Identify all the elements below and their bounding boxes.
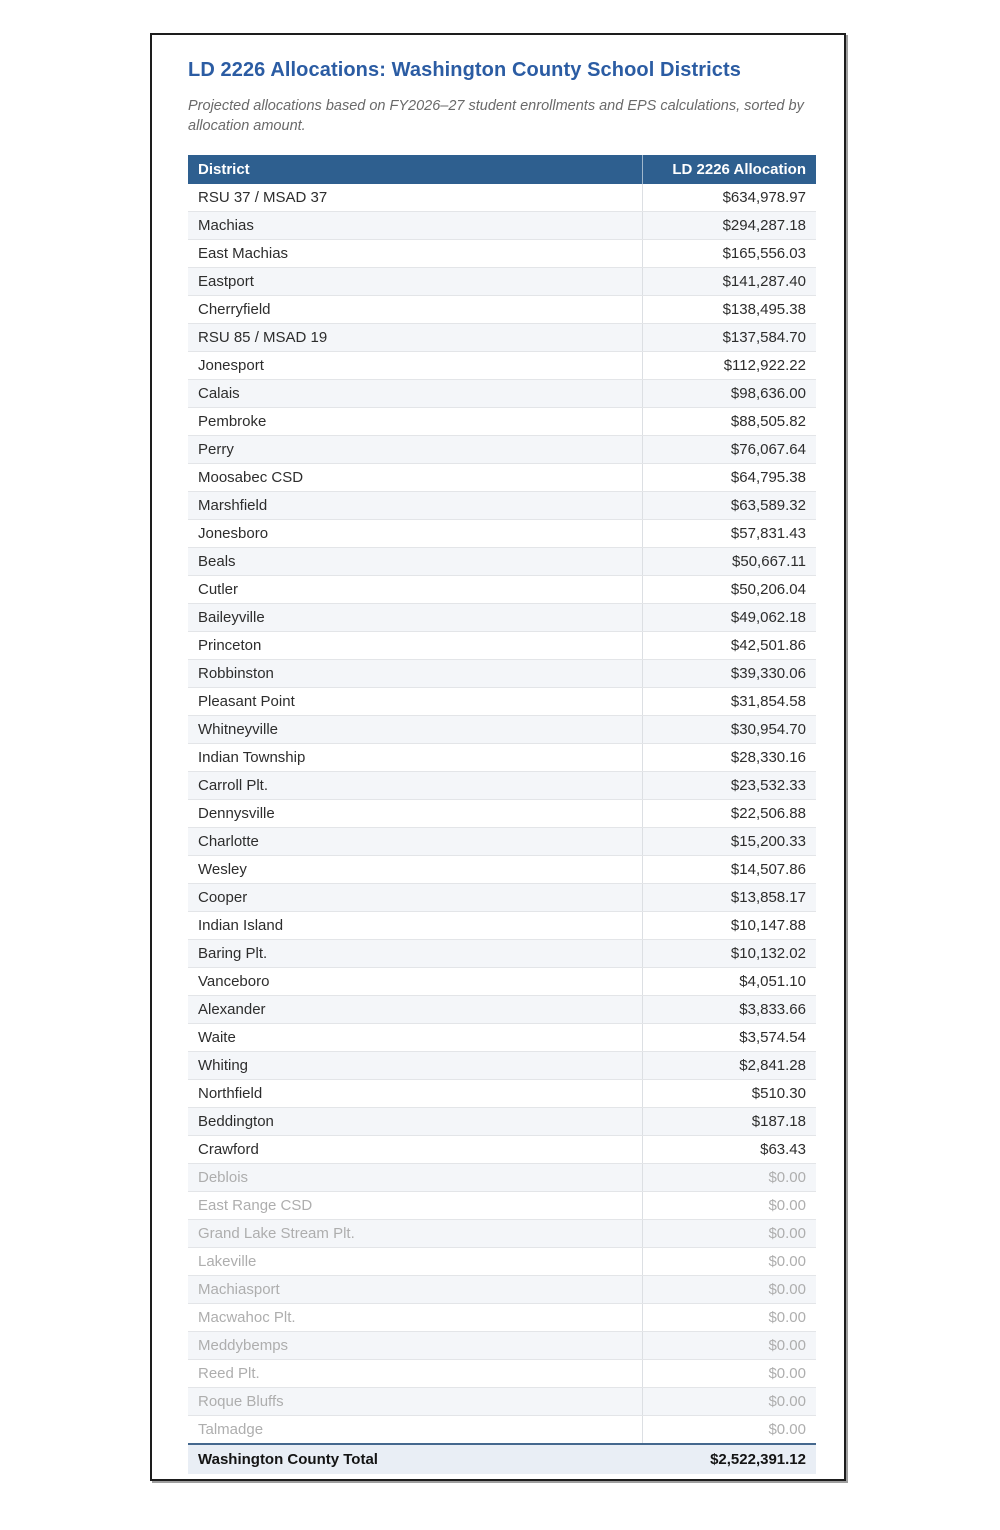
page-subtitle: Projected allocations based on FY2026–27 student enrollments and EPS calculations, sorted by allocation amount. [188, 98, 804, 135]
allocation-cell: $98,636.00 [642, 380, 816, 408]
allocation-cell: $15,200.33 [642, 828, 816, 856]
table-footer [188, 1444, 816, 1474]
allocation-cell: $10,147.88 [642, 912, 816, 940]
table-row [188, 520, 816, 548]
district-cell: RSU 85 / MSAD 19 [188, 324, 642, 352]
total-row [188, 1444, 816, 1474]
district-cell: East Machias [188, 240, 642, 268]
allocation-cell: $3,833.66 [642, 996, 816, 1024]
allocation-cell: $294,287.18 [642, 212, 816, 240]
allocation-cell: $23,532.33 [642, 772, 816, 800]
district-cell: Indian Township [188, 744, 642, 772]
table-row [188, 632, 816, 660]
district-cell: Moosabec CSD [188, 464, 642, 492]
table-row [188, 856, 816, 884]
table-row [188, 940, 816, 968]
allocation-cell: $3,574.54 [642, 1024, 816, 1052]
district-cell: Macwahoc Plt. [188, 1304, 642, 1332]
table-row [188, 1136, 816, 1164]
district-cell: Machiasport [188, 1276, 642, 1304]
district-cell: Northfield [188, 1080, 642, 1108]
district-cell: Carroll Plt. [188, 772, 642, 800]
table-row [188, 1332, 816, 1360]
allocation-cell: $49,062.18 [642, 604, 816, 632]
district-cell: Alexander [188, 996, 642, 1024]
district-cell: Pleasant Point [188, 688, 642, 716]
allocation-cell: $28,330.16 [642, 744, 816, 772]
allocation-cell: $50,667.11 [642, 548, 816, 576]
district-cell: Meddybemps [188, 1332, 642, 1360]
allocation-cell: $88,505.82 [642, 408, 816, 436]
district-cell: Jonesboro [188, 520, 642, 548]
allocation-cell: $63,589.32 [642, 492, 816, 520]
allocation-cell: $510.30 [642, 1080, 816, 1108]
table-row [188, 800, 816, 828]
allocation-cell: $31,854.58 [642, 688, 816, 716]
table-row [188, 464, 816, 492]
allocation-cell: $64,795.38 [642, 464, 816, 492]
district-cell: Talmadge [188, 1416, 642, 1445]
allocation-cell: $0.00 [642, 1220, 816, 1248]
table-row [188, 1416, 816, 1445]
district-cell: Machias [188, 212, 642, 240]
allocation-cell: $39,330.06 [642, 660, 816, 688]
allocation-cell: $138,495.38 [642, 296, 816, 324]
allocation-cell: $42,501.86 [642, 632, 816, 660]
table-row [188, 884, 816, 912]
total-label-cell: Washington County Total [188, 1444, 642, 1474]
table-row [188, 1276, 816, 1304]
district-cell: Beddington [188, 1108, 642, 1136]
page-title: LD 2226 Allocations: Washington County School Districts [188, 59, 741, 81]
table-row [188, 1108, 816, 1136]
district-cell: Crawford [188, 1136, 642, 1164]
district-cell: Vanceboro [188, 968, 642, 996]
district-cell: Whiting [188, 1052, 642, 1080]
district-cell: Wesley [188, 856, 642, 884]
table-row [188, 828, 816, 856]
allocation-cell: $0.00 [642, 1164, 816, 1192]
district-cell: Baileyville [188, 604, 642, 632]
allocation-cell: $30,954.70 [642, 716, 816, 744]
allocation-cell: $137,584.70 [642, 324, 816, 352]
table-row [188, 212, 816, 240]
table-row [188, 1164, 816, 1192]
district-cell: Cherryfield [188, 296, 642, 324]
district-cell: Jonesport [188, 352, 642, 380]
district-cell: Dennysville [188, 800, 642, 828]
allocation-cell: $141,287.40 [642, 268, 816, 296]
table-row [188, 492, 816, 520]
allocation-cell: $187.18 [642, 1108, 816, 1136]
table-row [188, 1220, 816, 1248]
total-amount-cell: $2,522,391.12 [642, 1444, 816, 1474]
table-row [188, 660, 816, 688]
allocation-cell: $165,556.03 [642, 240, 816, 268]
allocation-cell: $0.00 [642, 1332, 816, 1360]
table-row [188, 912, 816, 940]
table-row [188, 576, 816, 604]
district-cell: Lakeville [188, 1248, 642, 1276]
allocation-cell: $14,507.86 [642, 856, 816, 884]
table-row [188, 436, 816, 464]
district-cell: Indian Island [188, 912, 642, 940]
table-row [188, 604, 816, 632]
district-cell: Beals [188, 548, 642, 576]
district-cell: Whitneyville [188, 716, 642, 744]
table-row [188, 1080, 816, 1108]
district-cell: Deblois [188, 1164, 642, 1192]
table-row [188, 240, 816, 268]
table-row [188, 380, 816, 408]
district-cell: Perry [188, 436, 642, 464]
district-cell: Marshfield [188, 492, 642, 520]
allocation-cell: $76,067.64 [642, 436, 816, 464]
district-cell: Roque Bluffs [188, 1388, 642, 1416]
table-row [188, 772, 816, 800]
allocation-cell: $13,858.17 [642, 884, 816, 912]
allocation-cell: $0.00 [642, 1192, 816, 1220]
table-row [188, 1024, 816, 1052]
district-cell: Charlotte [188, 828, 642, 856]
table-row [188, 184, 816, 212]
district-cell: Princeton [188, 632, 642, 660]
table-row [188, 744, 816, 772]
allocation-cell: $50,206.04 [642, 576, 816, 604]
allocation-cell: $4,051.10 [642, 968, 816, 996]
district-cell: Pembroke [188, 408, 642, 436]
table-row [188, 1052, 816, 1080]
allocation-cell: $63.43 [642, 1136, 816, 1164]
table-row [188, 716, 816, 744]
table-row [188, 1304, 816, 1332]
allocation-cell: $0.00 [642, 1304, 816, 1332]
district-column-header: District [188, 155, 642, 184]
table-row [188, 1360, 816, 1388]
allocations-table [188, 155, 816, 1475]
table-row [188, 688, 816, 716]
table-row [188, 268, 816, 296]
district-cell: Reed Plt. [188, 1360, 642, 1388]
allocation-cell: $112,922.22 [642, 352, 816, 380]
table-row [188, 548, 816, 576]
district-cell: Grand Lake Stream Plt. [188, 1220, 642, 1248]
allocation-cell: $57,831.43 [642, 520, 816, 548]
table-row [188, 1248, 816, 1276]
table-row [188, 1192, 816, 1220]
table-header [188, 155, 816, 184]
table-row [188, 968, 816, 996]
table-row [188, 352, 816, 380]
allocation-cell: $2,841.28 [642, 1052, 816, 1080]
allocation-cell: $22,506.88 [642, 800, 816, 828]
district-cell: Robbinston [188, 660, 642, 688]
district-cell: Waite [188, 1024, 642, 1052]
allocation-cell: $0.00 [642, 1360, 816, 1388]
allocation-cell: $10,132.02 [642, 940, 816, 968]
allocation-cell: $634,978.97 [642, 184, 816, 212]
district-cell: RSU 37 / MSAD 37 [188, 184, 642, 212]
table-row [188, 296, 816, 324]
allocation-cell: $0.00 [642, 1248, 816, 1276]
district-cell: Cutler [188, 576, 642, 604]
table-row [188, 1388, 816, 1416]
allocation-cell: $0.00 [642, 1276, 816, 1304]
allocation-cell: $0.00 [642, 1416, 816, 1445]
table-body [188, 184, 816, 1445]
report-card [150, 33, 846, 1481]
district-cell: Calais [188, 380, 642, 408]
table-row [188, 324, 816, 352]
district-cell: Baring Plt. [188, 940, 642, 968]
district-cell: Cooper [188, 884, 642, 912]
table-row [188, 408, 816, 436]
district-cell: Eastport [188, 268, 642, 296]
district-cell: East Range CSD [188, 1192, 642, 1220]
allocation-cell: $0.00 [642, 1388, 816, 1416]
allocation-column-header: LD 2226 Allocation [642, 155, 816, 184]
table-row [188, 996, 816, 1024]
